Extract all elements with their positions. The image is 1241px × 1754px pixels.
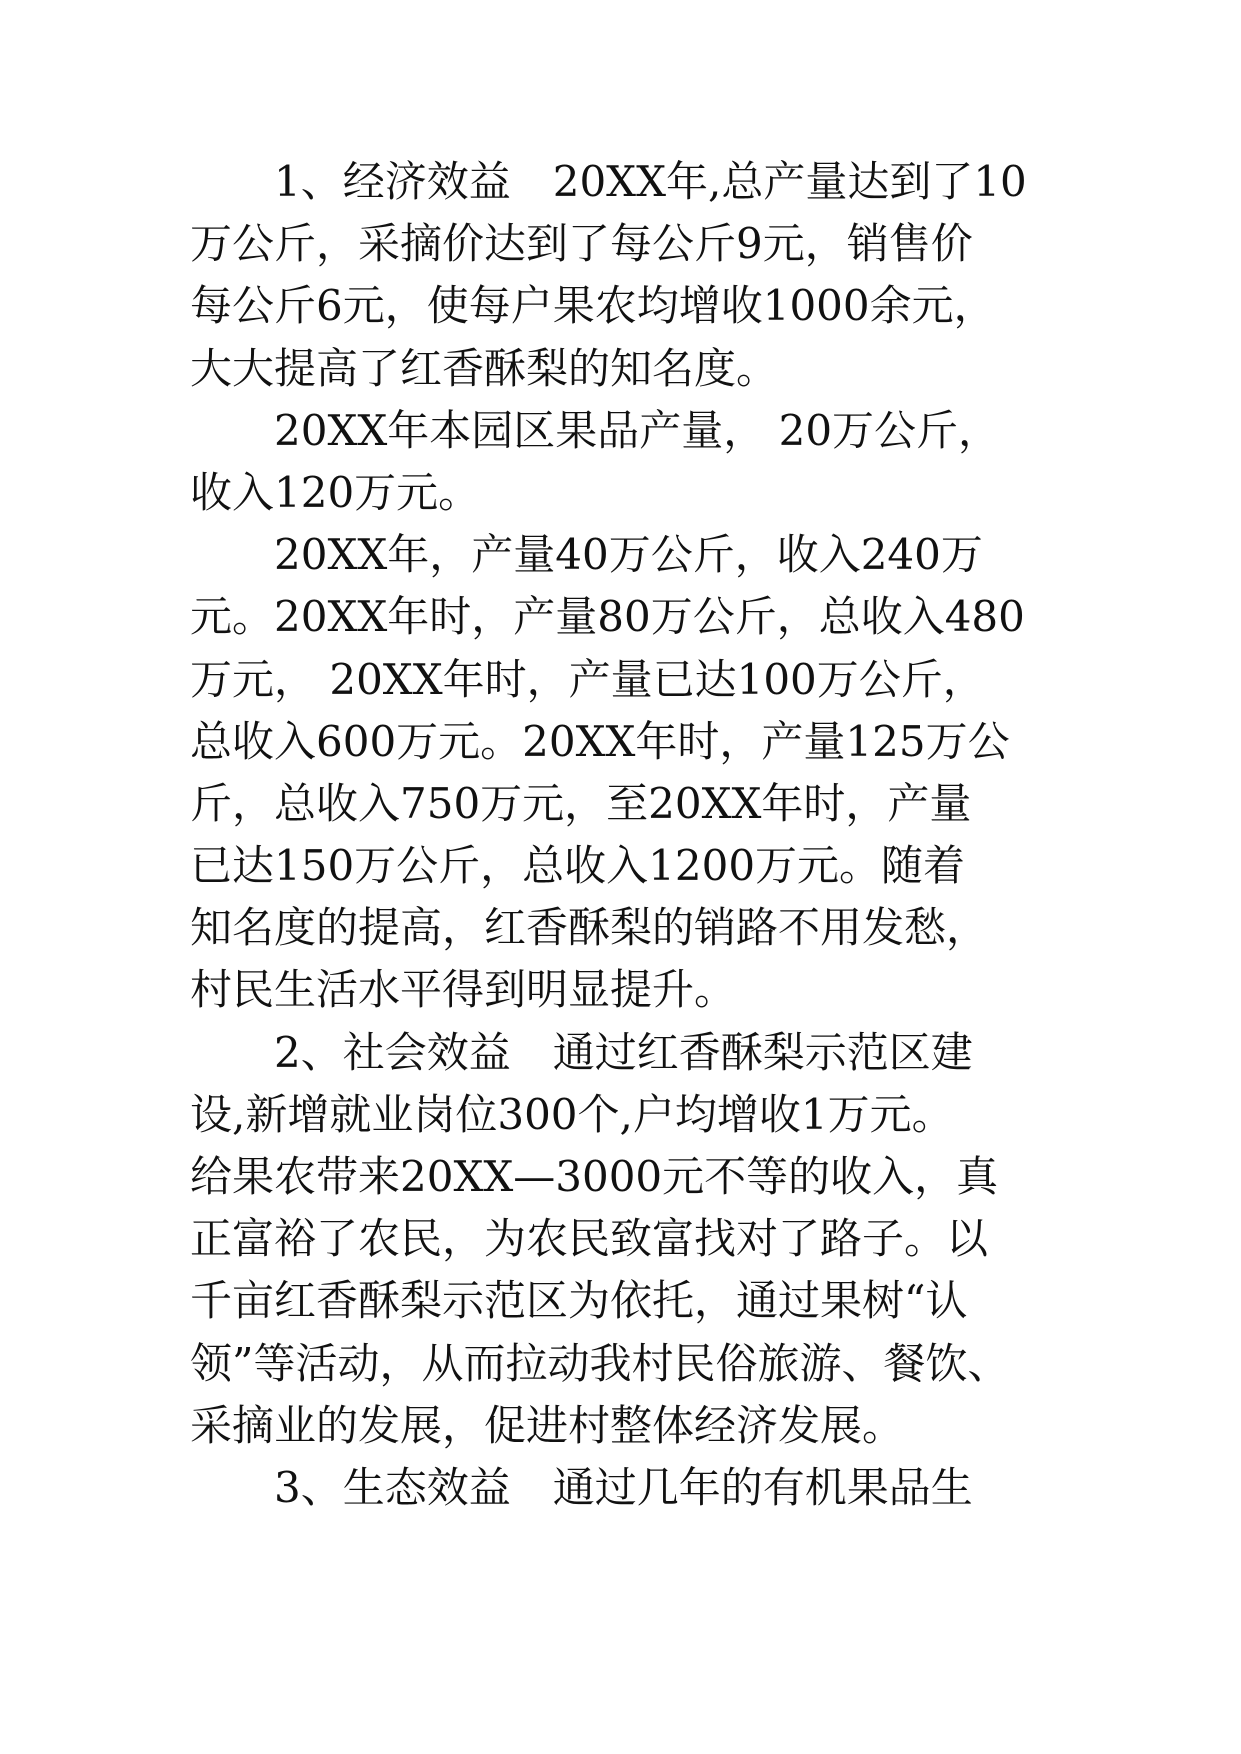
document-body <box>190 151 1070 1519</box>
text-line: 20XX年，产量40万公斤，收入240万 <box>274 530 983 580</box>
text-line: 2、社会效益 通过红香酥梨示范区建 <box>274 1027 973 1077</box>
text-line: 1、经济效益 20XX年,总产量达到了10 <box>274 157 1027 206</box>
text-line: 村民生活水平得到明显提升。 <box>190 965 737 1015</box>
text-line: 3、生态效益 通过几年的有机果品生 <box>274 1462 973 1512</box>
text-line: 给果农带来20XX—3000元不等的收入，真 <box>190 1152 999 1201</box>
text-line: 设,新增就业岗位300个,户均增收1万元。 <box>190 1089 954 1139</box>
text-line: 万元， 20XX年时，产量已达100万公斤， <box>190 654 985 704</box>
text-line: 采摘业的发展，促进村整体经济发展。 <box>190 1400 905 1450</box>
text-line: 领”等活动，从而拉动我村民俗旅游、餐饮、 <box>190 1338 1010 1388</box>
text-line: 万公斤，采摘价达到了每公斤9元，销售价 <box>190 219 973 269</box>
text-line: 斤，总收入750万元，至20XX年时，产量 <box>190 778 972 828</box>
text-line: 元。20XX年时，产量80万公斤，总收入480 <box>190 592 1025 642</box>
text-line: 正富裕了农民，为农民致富找对了路子。以 <box>190 1214 989 1264</box>
text-line: 总收入600万元。20XX年时，产量125万公 <box>190 716 1010 766</box>
text-line: 每公斤6元，使每户果农均增收1000余元， <box>190 281 996 331</box>
text-line: 收入120万元。 <box>190 467 481 517</box>
text-line: 已达150万公斤，总收入1200万元。随着 <box>190 841 966 891</box>
text-line: 大大提高了红香酥梨的知名度。 <box>190 343 779 393</box>
text-line: 20XX年本园区果品产量， 20万公斤， <box>274 405 1001 455</box>
text-line: 知名度的提高，红香酥梨的销路不用发愁， <box>190 903 989 953</box>
text-line: 千亩红香酥梨示范区为依托，通过果树“认 <box>190 1276 968 1326</box>
